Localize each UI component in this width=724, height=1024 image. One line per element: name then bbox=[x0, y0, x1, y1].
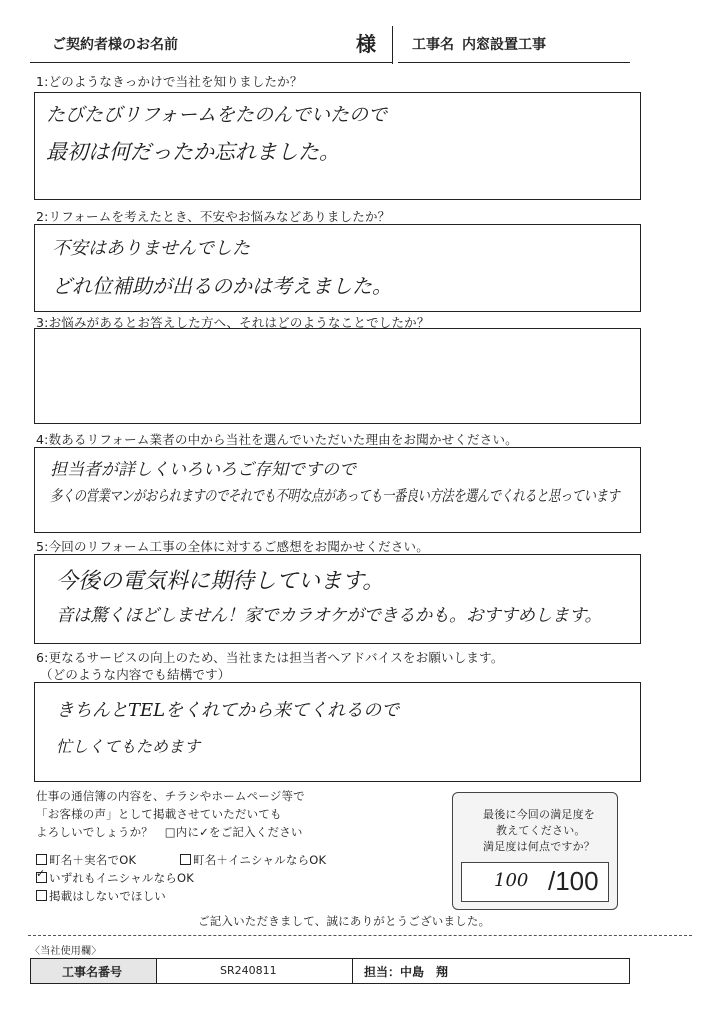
office-staff: 担当：中島 翔 bbox=[364, 965, 449, 979]
question-5: 5:今回のリフォーム工事の全体に対するご感想をお聞かせください。 bbox=[36, 539, 429, 554]
checkbox-3-checked[interactable] bbox=[36, 872, 47, 883]
work-name-value: 内窓設置工事 bbox=[462, 37, 546, 53]
satisfaction-line-2: 教えてください。 bbox=[496, 824, 586, 837]
answer-5-line-2: 音は驚くほどしません！家でカラオケができるかも。おすすめします。 bbox=[56, 606, 602, 626]
satisfaction-line-3: 満足度は何点ですか？ bbox=[483, 840, 595, 853]
consent-option-1[interactable]: 町名＋実名でOK bbox=[36, 852, 136, 868]
answer-4-line-2: 多くの営業マンがおられますのでそれでも不明な点があっても一番良い方法を選んでくれると思っています bbox=[50, 487, 620, 505]
question-1: 1:どのようなきっかけで当社を知りましたか？ bbox=[36, 74, 303, 89]
checkbox-2[interactable] bbox=[180, 854, 191, 865]
consent-line-2: 「お客様の声」として掲載させていただいても bbox=[36, 807, 282, 821]
answer-1-line-1: たびたびリフォームをたのんでいたので bbox=[46, 104, 388, 126]
consent-line-3: よろしいでしょうか？ □内に✓をご記入ください bbox=[36, 825, 303, 839]
score-value: 100 bbox=[494, 870, 529, 891]
score-max: /100 bbox=[548, 866, 599, 896]
answer-2-line-1: 不安はありませんでした bbox=[52, 238, 250, 259]
consent-line-1: 仕事の通信簿の内容を、チラシやホームページ等で bbox=[36, 789, 305, 803]
answer-4-line-1: 担当者が詳しくいろいろご存知ですので bbox=[50, 460, 356, 480]
answer-6-line-2: 忙しくてもためます bbox=[56, 737, 201, 756]
thanks-message: ご記入いただきまして、誠にありがとうございました。 bbox=[198, 914, 491, 928]
checkbox-1[interactable] bbox=[36, 854, 47, 865]
question-4: 4:数あるリフォーム業者の中から当社を選んでいただいた理由をお聞かせください。 bbox=[36, 432, 518, 447]
checkbox-4[interactable] bbox=[36, 890, 47, 901]
consent-option-3[interactable]: ✓いずれもイニシャルならOK bbox=[36, 870, 194, 886]
answer-6-line-1: きちんとTELをくれてから来てくれるので bbox=[56, 700, 400, 721]
answer-2-line-2: どれ位補助が出るのかは考えました。 bbox=[52, 274, 392, 298]
question-2: 2:リフォームを考えたとき、不安やお悩みなどありましたか？ bbox=[36, 209, 391, 224]
honorific-sama: 様 bbox=[356, 32, 376, 56]
office-number-label: 工事名番号 bbox=[62, 965, 123, 979]
answer-5-line-1: 今後の電気料に期待しています。 bbox=[56, 569, 385, 594]
satisfaction-line-1: 最後に今回の満足度を bbox=[483, 808, 595, 821]
consent-option-2[interactable]: 町名＋イニシャルならOK bbox=[180, 852, 326, 868]
office-caption: 〈当社使用欄〉 bbox=[30, 946, 102, 957]
answer-1-line-2: 最初は何だったか忘れました。 bbox=[46, 140, 340, 164]
work-name-label: 工事名 bbox=[412, 37, 454, 53]
consent-option-4[interactable]: 掲載はしないでほしい bbox=[36, 888, 166, 904]
customer-name-label: ご契約者様のお名前 bbox=[52, 37, 178, 53]
question-6: 6:更なるサービスの向上のため、当社または担当者へアドバイスをお願いします。 bbox=[36, 650, 504, 665]
office-number-value: SR240811 bbox=[220, 964, 277, 977]
question-6-note: （どのような内容でも結構です） bbox=[40, 667, 231, 682]
question-3: 3:お悩みがあるとお答えした方へ、それはどのようなことでしたか？ bbox=[36, 315, 430, 330]
answer-box-3 bbox=[34, 328, 641, 424]
